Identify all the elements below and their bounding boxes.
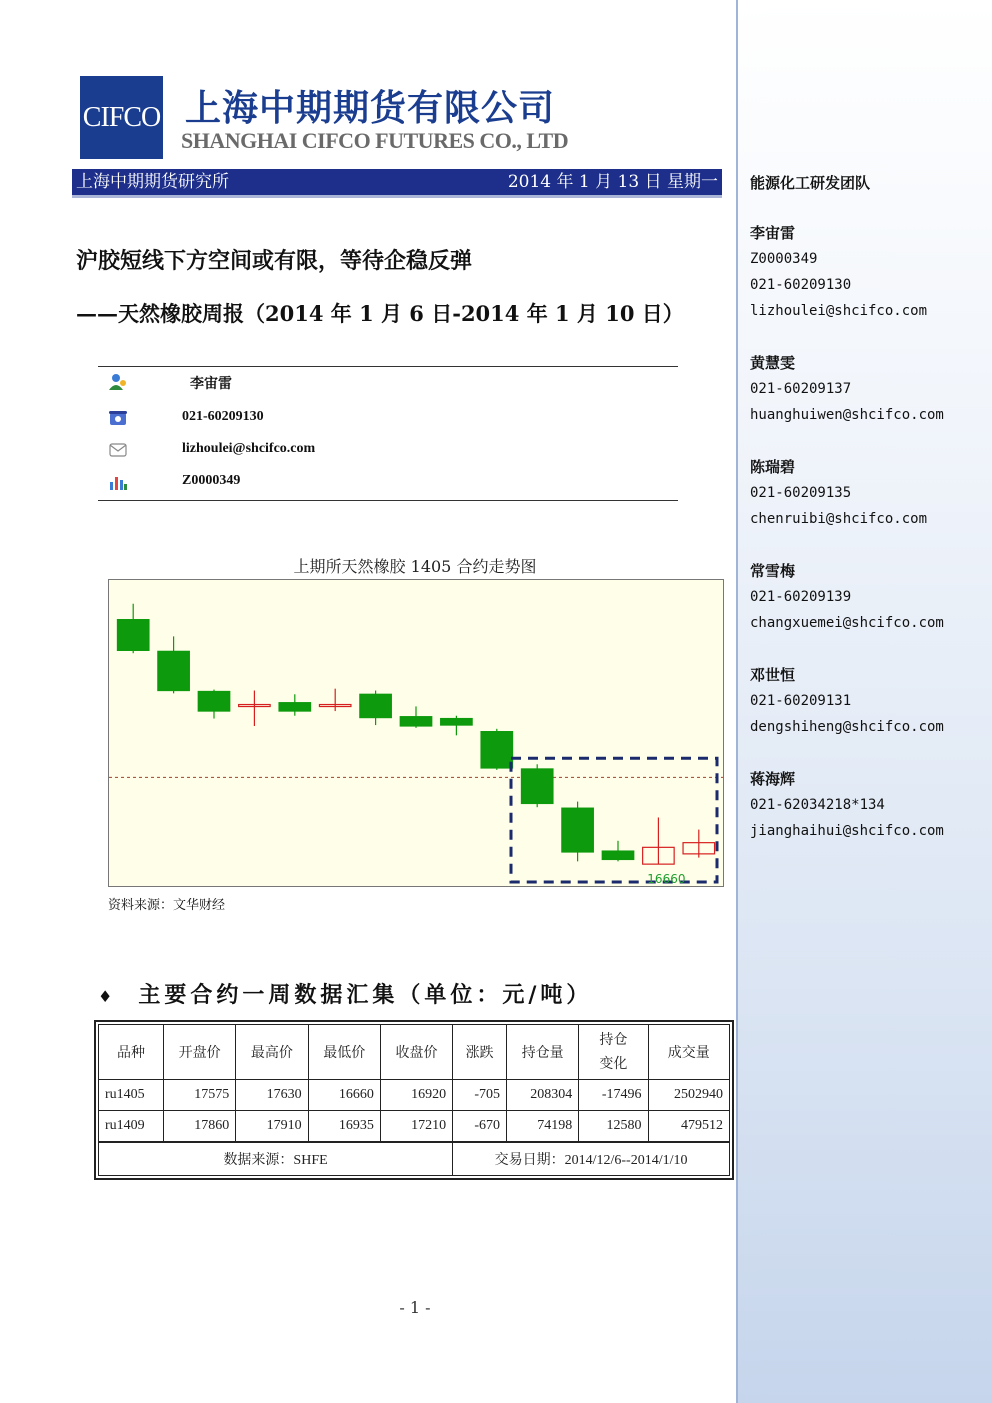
header-banner bbox=[72, 169, 722, 198]
member-phone: 021-60209130 bbox=[750, 277, 852, 293]
member-email[interactable]: huanghuiwen@shcifco.com bbox=[750, 407, 944, 423]
member-name: 陈瑞碧 bbox=[750, 458, 796, 476]
member-name: 黄慧雯 bbox=[750, 354, 796, 372]
table-header-row bbox=[99, 1025, 730, 1080]
header-cell: 品种 bbox=[99, 1025, 164, 1080]
member-email[interactable]: chenruibi@shcifco.com bbox=[750, 511, 928, 527]
member-phone: 021-60209135 bbox=[750, 485, 852, 501]
header-cell: 涨跌 bbox=[453, 1025, 507, 1080]
candle-body bbox=[481, 732, 513, 768]
team-title: 能源化工研发团队 bbox=[750, 174, 871, 192]
weekly-data-table bbox=[94, 1020, 734, 1180]
phone-icon bbox=[108, 409, 128, 427]
section-title-text: 主要合约一周数据汇集（单位：元/吨） bbox=[138, 982, 593, 1008]
table-cell: -17496 bbox=[579, 1080, 648, 1111]
member-email[interactable]: changxuemei@shcifco.com bbox=[750, 615, 944, 631]
member-card bbox=[750, 350, 944, 428]
page-number: - 1 - bbox=[399, 1298, 431, 1317]
author-contact bbox=[98, 366, 678, 501]
table-cell: 208304 bbox=[507, 1080, 579, 1111]
header-cell: 持仓量 bbox=[507, 1025, 579, 1080]
table-cell: 16660 bbox=[308, 1080, 380, 1111]
candle-body bbox=[562, 808, 594, 852]
author-email[interactable]: lizhoulei@shcifco.com bbox=[182, 441, 316, 456]
contact-row-license bbox=[98, 471, 678, 495]
report-title: 沪胶短线下方空间或有限，等待企稳反弹 bbox=[76, 248, 473, 274]
member-phone: 021-60209137 bbox=[750, 381, 852, 397]
header-cell: 收盘价 bbox=[380, 1025, 452, 1080]
candle-body bbox=[158, 651, 190, 690]
table-cell: 2502940 bbox=[648, 1080, 730, 1111]
table-cell: -705 bbox=[453, 1080, 507, 1111]
table-cell: 17210 bbox=[380, 1111, 452, 1143]
member-card bbox=[750, 662, 944, 740]
table-row bbox=[99, 1080, 730, 1111]
table-cell: 479512 bbox=[648, 1111, 730, 1143]
table-cell: 17860 bbox=[164, 1111, 236, 1143]
member-name: 邓世恒 bbox=[750, 666, 796, 684]
candle-body bbox=[279, 703, 311, 711]
contact-row-phone bbox=[98, 407, 678, 431]
table-source: 数据来源：SHFE bbox=[99, 1142, 453, 1176]
member-phone: 021-60209131 bbox=[750, 693, 852, 709]
candle-body bbox=[360, 694, 392, 717]
candle-body bbox=[441, 719, 473, 726]
table-cell: 16920 bbox=[380, 1080, 452, 1111]
report-subtitle: ——天然橡胶周报（2014 年 1 月 6 日-2014 年 1 月 10 日） bbox=[76, 301, 684, 326]
author-license: Z0000349 bbox=[182, 473, 241, 488]
table-date-range: 交易日期：2014/12/6--2014/1/10 bbox=[453, 1142, 730, 1176]
member-email[interactable]: jianghaihui@shcifco.com bbox=[750, 823, 944, 839]
candle-body bbox=[117, 620, 149, 651]
member-email[interactable]: lizhoulei@shcifco.com bbox=[750, 303, 928, 319]
report-date: 2014 年 1 月 13 日 星期一 bbox=[507, 172, 718, 192]
institute-name: 上海中期期货研究所 bbox=[76, 172, 229, 192]
author-phone: 021-60209130 bbox=[182, 409, 264, 424]
candlestick-chart bbox=[108, 579, 724, 887]
mail-icon bbox=[108, 441, 128, 459]
header-cell: 持仓 变化 bbox=[579, 1025, 648, 1080]
company-logo: CIFCO bbox=[80, 76, 163, 159]
member-card bbox=[750, 454, 927, 532]
member-phone: 021-60209139 bbox=[750, 589, 852, 605]
table-cell: 16935 bbox=[308, 1111, 380, 1143]
diamond-bullet-icon: ♦ bbox=[98, 987, 117, 1006]
table-row bbox=[99, 1111, 730, 1143]
table-cell: 74198 bbox=[507, 1111, 579, 1143]
low-price-annotation: 16660 bbox=[647, 872, 686, 886]
table-cell: ru1405 bbox=[99, 1080, 164, 1111]
member-card bbox=[750, 766, 944, 844]
member-card bbox=[750, 220, 927, 324]
section-title bbox=[98, 978, 592, 1009]
header-cell: 成交量 bbox=[648, 1025, 730, 1080]
header-cell: 最低价 bbox=[308, 1025, 380, 1080]
member-phone: 021-62034218*134 bbox=[750, 797, 885, 813]
candle-body bbox=[400, 717, 432, 726]
chart-plot bbox=[109, 580, 723, 886]
table-cell: -670 bbox=[453, 1111, 507, 1143]
table-cell: 17910 bbox=[236, 1111, 308, 1143]
candle-body bbox=[198, 691, 230, 711]
table-cell: 12580 bbox=[579, 1111, 648, 1143]
chart-title: 上期所天然橡胶 1405 合约走势图 bbox=[293, 557, 537, 576]
member-email[interactable]: dengshiheng@shcifco.com bbox=[750, 719, 944, 735]
table-footer-row bbox=[99, 1142, 730, 1176]
table-cell: 17630 bbox=[236, 1080, 308, 1111]
chart-icon bbox=[108, 473, 128, 491]
header-cell: 开盘价 bbox=[164, 1025, 236, 1080]
sidebar bbox=[736, 0, 992, 1403]
member-id: Z0000349 bbox=[750, 251, 818, 267]
company-name-en: SHANGHAI CIFCO FUTURES CO., LTD bbox=[181, 128, 569, 153]
author-name: 李宙雷 bbox=[190, 377, 232, 392]
candle-body bbox=[521, 769, 553, 804]
member-name: 蒋海辉 bbox=[750, 770, 796, 788]
member-name: 常雪梅 bbox=[750, 562, 796, 580]
contact-row-name bbox=[98, 371, 678, 395]
contact-row-email bbox=[98, 439, 678, 463]
candle-body bbox=[602, 851, 634, 859]
table-cell: ru1409 bbox=[99, 1111, 164, 1143]
member-card bbox=[750, 558, 944, 636]
chart-source: 资料来源：文华财经 bbox=[108, 898, 226, 913]
header-cell: 最高价 bbox=[236, 1025, 308, 1080]
person-icon bbox=[108, 373, 128, 391]
table-cell: 17575 bbox=[164, 1080, 236, 1111]
company-name-cn: 上海中期期货有限公司 bbox=[185, 88, 556, 129]
member-name: 李宙雷 bbox=[750, 224, 796, 242]
